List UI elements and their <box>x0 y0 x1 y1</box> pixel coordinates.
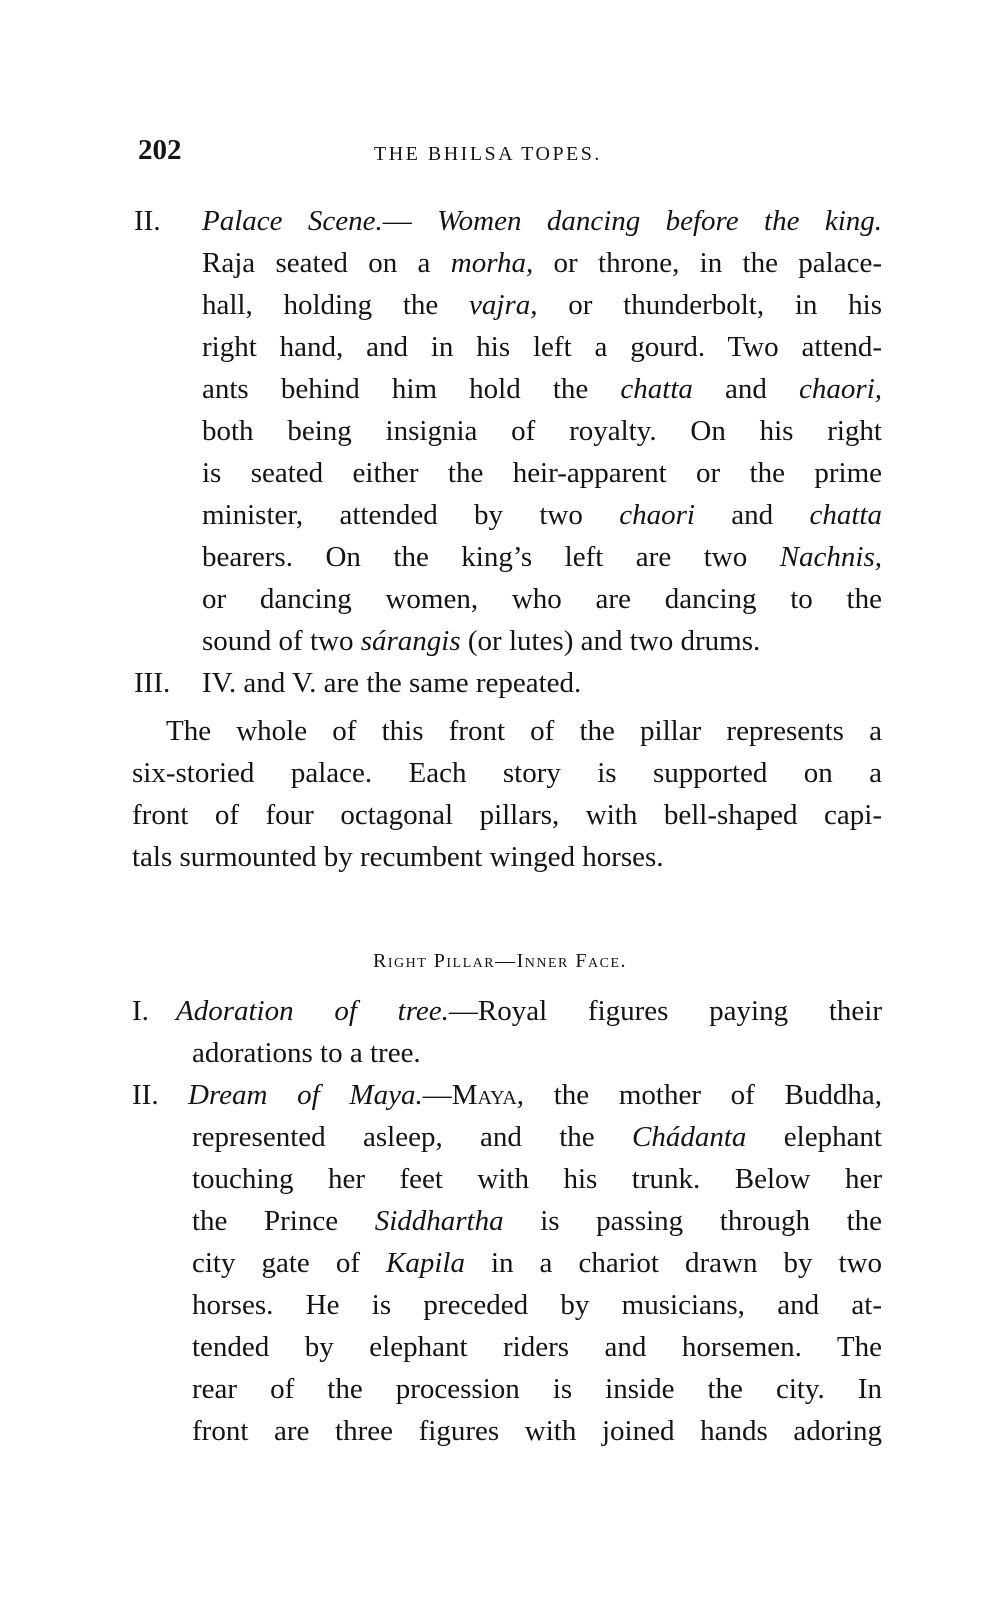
text-run: — <box>422 1079 452 1111</box>
entry-number: I. <box>132 995 149 1027</box>
italic-run: Chádanta <box>632 1121 747 1153</box>
paragraph-line: tals surmounted by recumbent winged horses. <box>132 841 664 873</box>
entry-line <box>202 284 882 326</box>
entry-text <box>202 200 882 662</box>
paragraph-line: The whole of this front of the pillar represents a <box>166 715 882 747</box>
entry-number: II. <box>134 205 161 237</box>
italic-run: chatta <box>809 499 882 531</box>
entry-line <box>202 410 882 452</box>
entry-line <box>176 990 882 1032</box>
running-head <box>138 134 878 174</box>
italic-run: morha, <box>450 247 534 279</box>
entry-number: II. <box>132 1079 159 1111</box>
entry-line <box>188 1410 882 1452</box>
text-run: bearers. On the king’s left are two <box>202 541 780 573</box>
entry-line <box>188 1242 882 1284</box>
italic-run: Kapila <box>386 1247 465 1279</box>
italic-run: chaori <box>619 499 695 531</box>
entry-text <box>188 1074 882 1452</box>
text-run: (or lutes) and two drums. <box>460 625 761 657</box>
text-run: and <box>692 373 800 405</box>
text-run: —Royal figures paying their <box>448 995 882 1027</box>
italic-run: Palace Scene. <box>202 205 383 237</box>
entry-line <box>202 620 882 662</box>
text-run: or dancing women, who are dancing to the <box>202 583 882 615</box>
text-run: Raja seated on a <box>202 247 451 279</box>
entry-line <box>188 1200 882 1242</box>
paragraph-line: six-storied palace. Each story is supported on a <box>132 757 882 789</box>
entry-line <box>202 368 882 410</box>
italic-run: Adoration of tree. <box>176 995 449 1027</box>
entry-line <box>188 1116 882 1158</box>
entry-number: III. <box>134 667 171 699</box>
entry-line <box>202 200 882 242</box>
running-title: THE BHILSA TOPES. <box>374 143 602 165</box>
entry-text <box>176 990 882 1074</box>
text-run: ants behind him hold the <box>202 373 621 405</box>
text-run: rear of the procession is inside the city. In <box>192 1373 882 1405</box>
text-run: and <box>694 499 810 531</box>
italic-run: chaori, <box>799 373 882 405</box>
italic-run: sárangis <box>360 625 461 657</box>
text-run: elephant <box>746 1121 882 1153</box>
entry-line <box>188 1074 882 1116</box>
italic-run: Siddhartha <box>374 1205 504 1237</box>
italic-run: vajra, <box>469 289 538 321</box>
entry-line <box>188 1158 882 1200</box>
entry-line <box>202 494 882 536</box>
entry-line <box>202 242 882 284</box>
entry-line <box>188 1284 882 1326</box>
text-run: touching her feet with his trunk. Below her <box>192 1163 882 1195</box>
text-run: represented asleep, and the <box>192 1121 633 1153</box>
entry-line <box>202 326 882 368</box>
entry-line <box>202 578 882 620</box>
entry-line <box>202 452 882 494</box>
page-number: 202 <box>138 134 182 166</box>
entry-line <box>188 1368 882 1410</box>
text-run: or thunderbolt, in his <box>537 289 882 321</box>
text-run: tended by elephant riders and horsemen. The <box>192 1331 882 1363</box>
text-run: city gate of <box>192 1247 386 1279</box>
text-run: hall, holding the <box>202 289 470 321</box>
text-run: the mother of Buddha, <box>524 1079 882 1111</box>
entry-line <box>188 1326 882 1368</box>
text-run: horses. He is preceded by musicians, and at- <box>192 1289 882 1321</box>
text-run: sound of two <box>202 625 361 657</box>
text-run: adorations to a tree. <box>192 1037 421 1069</box>
italic-run: chatta <box>620 373 693 405</box>
text-run: is passing through the <box>503 1205 882 1237</box>
body-paragraph <box>132 710 882 878</box>
text-run: — <box>382 205 438 237</box>
entry-text: IV. and V. are the same repeated. <box>202 667 582 699</box>
text-run: both being insignia of royalty. On his right <box>202 415 882 447</box>
italic-run: Dream of Maya. <box>188 1079 423 1111</box>
text-run: Maya, <box>451 1079 525 1111</box>
paragraph-line: front of four octagonal pillars, with bell-shaped capi- <box>132 799 882 831</box>
italic-run: Women dancing before the king. <box>437 205 882 237</box>
text-run: front are three figures with joined hands adoring <box>192 1415 882 1447</box>
text-run: the Prince <box>192 1205 375 1237</box>
text-run: or throne, in the palace- <box>533 247 882 279</box>
text-run: is seated either the heir-apparent or the prime <box>202 457 882 489</box>
text-run: right hand, and in his left a gourd. Two attend- <box>202 331 882 363</box>
section-heading: Right Pillar—Inner Face. <box>372 950 627 972</box>
text-run: minister, attended by two <box>202 499 620 531</box>
text-run: in a chariot drawn by two <box>464 1247 882 1279</box>
italic-run: Nachnis, <box>779 541 882 573</box>
entry-line <box>202 536 882 578</box>
entry-line <box>176 1032 882 1074</box>
